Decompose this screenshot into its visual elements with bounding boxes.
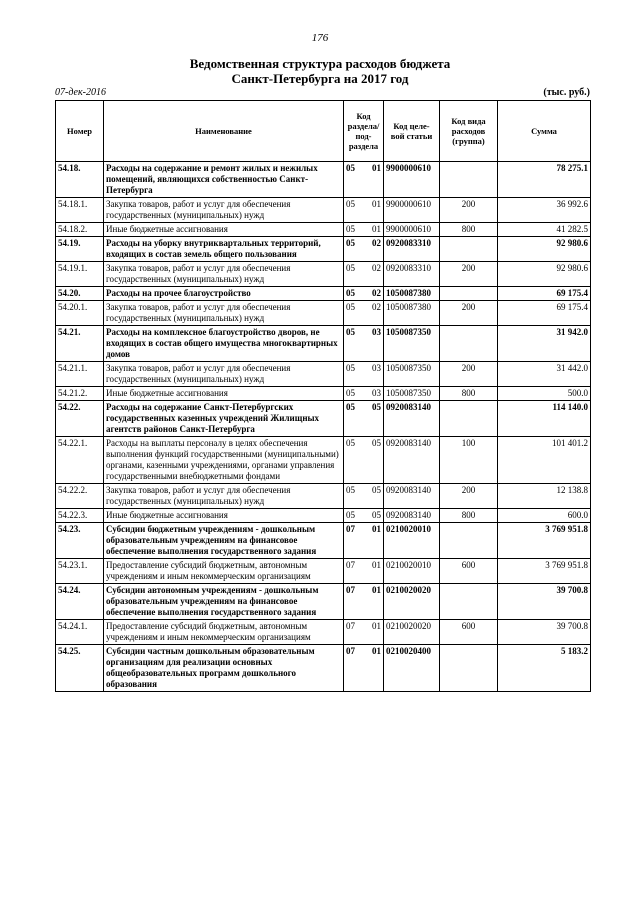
header-sum: Сумма [498, 101, 591, 162]
row-name: Предоставление субсидий бюджетным, автономным учреждениям и иным некоммерческим организациям [104, 620, 344, 645]
row-expense-type: 600 [440, 620, 498, 645]
table-row [56, 326, 591, 362]
header-expense-type: Код вида расходов (группа) [440, 101, 498, 162]
table-row [56, 387, 591, 401]
row-name: Закупка товаров, работ и услуг для обеспечения государственных (муниципальных) нужд [104, 484, 344, 509]
row-expense-type: 200 [440, 198, 498, 223]
table-row [56, 584, 591, 620]
row-target-code: 1050087380 [384, 301, 440, 326]
budget-table [55, 100, 591, 692]
row-sum: 101 401.2 [498, 437, 591, 484]
row-name: Предоставление субсидий бюджетным, автономным учреждениям и иным некоммерческим организациям [104, 559, 344, 584]
row-sum: 39 700.8 [498, 620, 591, 645]
header-number: Номер [56, 101, 104, 162]
table-row [56, 237, 591, 262]
row-subsection-code: 01 [364, 559, 384, 584]
table-row [56, 509, 591, 523]
row-number: 54.22.2. [56, 484, 104, 509]
row-subsection-code: 01 [364, 620, 384, 645]
row-section-code: 07 [344, 620, 364, 645]
row-section-code: 07 [344, 559, 364, 584]
row-expense-type [440, 326, 498, 362]
row-subsection-code: 01 [364, 584, 384, 620]
table-row [56, 620, 591, 645]
row-section-code: 05 [344, 223, 364, 237]
header-target-code: Код целе- вой статьи [384, 101, 440, 162]
row-expense-type [440, 287, 498, 301]
row-expense-type [440, 162, 498, 198]
row-target-code: 0210020010 [384, 559, 440, 584]
page-number: 176 [311, 32, 329, 44]
row-target-code: 0210020010 [384, 523, 440, 559]
table-row [56, 645, 591, 692]
document-title [0, 56, 640, 86]
row-sum: 69 175.4 [498, 287, 591, 301]
table-row [56, 162, 591, 198]
table-row [56, 223, 591, 237]
row-section-code: 05 [344, 387, 364, 401]
row-sum: 600.0 [498, 509, 591, 523]
table-row [56, 401, 591, 437]
table-row [56, 559, 591, 584]
row-number: 54.24. [56, 584, 104, 620]
row-number: 54.21.1. [56, 362, 104, 387]
row-expense-type: 200 [440, 362, 498, 387]
row-sum: 92 980.6 [498, 262, 591, 287]
row-name: Субсидии частным дошкольным образовательным организациям для реализации основных общеобразовательных программ дошкольного образования [104, 645, 344, 692]
table-row [56, 362, 591, 387]
row-name: Иные бюджетные ассигнования [104, 223, 344, 237]
row-number: 54.23. [56, 523, 104, 559]
row-number: 54.20. [56, 287, 104, 301]
row-expense-type [440, 645, 498, 692]
row-subsection-code: 02 [364, 301, 384, 326]
row-sum: 114 140.0 [498, 401, 591, 437]
row-subsection-code: 02 [364, 287, 384, 301]
document-date: 07-дек-2016 [55, 87, 106, 98]
row-target-code: 0920083140 [384, 509, 440, 523]
header-section-code: Код раздела/ под- раздела [344, 101, 384, 162]
units-label: (тыс. руб.) [543, 87, 590, 98]
row-number: 54.19.1. [56, 262, 104, 287]
row-target-code: 0210020020 [384, 620, 440, 645]
row-name: Расходы на содержание Санкт-Петербургских государственных казенных учреждений Жилищных агентств районов Санкт-Петербурга [104, 401, 344, 437]
row-name: Иные бюджетные ассигнования [104, 509, 344, 523]
row-name: Расходы на прочее благоустройство [104, 287, 344, 301]
row-section-code: 05 [344, 287, 364, 301]
row-subsection-code: 01 [364, 645, 384, 692]
row-subsection-code: 01 [364, 223, 384, 237]
row-section-code: 05 [344, 198, 364, 223]
row-expense-type [440, 584, 498, 620]
row-section-code: 05 [344, 362, 364, 387]
row-subsection-code: 03 [364, 362, 384, 387]
row-target-code: 1050087350 [384, 326, 440, 362]
row-name: Иные бюджетные ассигнования [104, 387, 344, 401]
row-number: 54.18.2. [56, 223, 104, 237]
row-number: 54.18.1. [56, 198, 104, 223]
row-name: Расходы на комплексное благоустройство дворов, не входящих в состав общего имущества многоквартирных домов [104, 326, 344, 362]
row-name: Закупка товаров, работ и услуг для обеспечения государственных (муниципальных) нужд [104, 262, 344, 287]
row-expense-type [440, 237, 498, 262]
row-subsection-code: 01 [364, 162, 384, 198]
row-sum: 12 138.8 [498, 484, 591, 509]
row-number: 54.21. [56, 326, 104, 362]
row-expense-type: 200 [440, 484, 498, 509]
row-name: Закупка товаров, работ и услуг для обеспечения государственных (муниципальных) нужд [104, 362, 344, 387]
row-expense-type [440, 401, 498, 437]
row-expense-type: 800 [440, 387, 498, 401]
table-row [56, 523, 591, 559]
table-row [56, 484, 591, 509]
row-target-code: 9900000610 [384, 198, 440, 223]
row-name: Расходы на содержание и ремонт жилых и нежилых помещений, являющихся собственностью Санкт-Петербурга [104, 162, 344, 198]
row-subsection-code: 02 [364, 237, 384, 262]
row-target-code: 0920083310 [384, 262, 440, 287]
row-section-code: 05 [344, 301, 364, 326]
row-number: 54.25. [56, 645, 104, 692]
row-section-code: 05 [344, 262, 364, 287]
row-number: 54.21.2. [56, 387, 104, 401]
row-target-code: 9900000610 [384, 162, 440, 198]
row-section-code: 05 [344, 237, 364, 262]
row-number: 54.23.1. [56, 559, 104, 584]
row-subsection-code: 05 [364, 509, 384, 523]
row-number: 54.22.3. [56, 509, 104, 523]
title-line-2: Санкт-Петербурга на 2017 год [231, 71, 409, 86]
header-name: Наименование [104, 101, 344, 162]
row-number: 54.18. [56, 162, 104, 198]
row-section-code: 05 [344, 326, 364, 362]
row-target-code: 1050087380 [384, 287, 440, 301]
row-expense-type: 200 [440, 301, 498, 326]
row-name: Субсидии автономным учреждениям - дошкольным образовательным учреждениям на финансовое обеспечение выполнения государственного задания [104, 584, 344, 620]
row-sum: 3 769 951.8 [498, 523, 591, 559]
row-sum: 36 992.6 [498, 198, 591, 223]
row-sum: 31 942.0 [498, 326, 591, 362]
row-target-code: 0920083140 [384, 484, 440, 509]
row-number: 54.20.1. [56, 301, 104, 326]
row-sum: 41 282.5 [498, 223, 591, 237]
title-line-1: Ведомственная структура расходов бюджета [189, 56, 451, 71]
row-target-code: 9900000610 [384, 223, 440, 237]
row-target-code: 1050087350 [384, 387, 440, 401]
row-name: Расходы на выплаты персоналу в целях обеспечения выполнения функций государственными (муниципальными) органами, казенными учреждениями, органами управления государственными внебюджетными фондами [104, 437, 344, 484]
row-subsection-code: 05 [364, 484, 384, 509]
row-sum: 5 183.2 [498, 645, 591, 692]
row-number: 54.22.1. [56, 437, 104, 484]
row-name: Закупка товаров, работ и услуг для обеспечения государственных (муниципальных) нужд [104, 198, 344, 223]
row-name: Субсидии бюджетным учреждениям - дошкольным образовательным учреждениям на финансовое обеспечение выполнения государственного задания [104, 523, 344, 559]
row-subsection-code: 03 [364, 326, 384, 362]
table-header-row [56, 101, 591, 162]
row-target-code: 0920083140 [384, 401, 440, 437]
row-expense-type: 100 [440, 437, 498, 484]
row-section-code: 05 [344, 509, 364, 523]
row-name: Расходы на уборку внутриквартальных территорий, входящих в состав земель общего пользования [104, 237, 344, 262]
row-target-code: 0920083310 [384, 237, 440, 262]
table-row [56, 262, 591, 287]
row-section-code: 07 [344, 584, 364, 620]
row-sum: 92 980.6 [498, 237, 591, 262]
row-expense-type: 600 [440, 559, 498, 584]
row-sum: 500.0 [498, 387, 591, 401]
row-number: 54.22. [56, 401, 104, 437]
row-subsection-code: 05 [364, 437, 384, 484]
row-section-code: 05 [344, 401, 364, 437]
row-expense-type: 800 [440, 223, 498, 237]
row-target-code: 0920083140 [384, 437, 440, 484]
row-target-code: 0210020400 [384, 645, 440, 692]
table-row [56, 301, 591, 326]
row-target-code: 0210020020 [384, 584, 440, 620]
row-number: 54.19. [56, 237, 104, 262]
row-expense-type: 800 [440, 509, 498, 523]
row-subsection-code: 05 [364, 401, 384, 437]
row-number: 54.24.1. [56, 620, 104, 645]
table-row [56, 287, 591, 301]
table-row [56, 198, 591, 223]
row-section-code: 05 [344, 162, 364, 198]
row-section-code: 05 [344, 484, 364, 509]
row-sum: 3 769 951.8 [498, 559, 591, 584]
row-target-code: 1050087350 [384, 362, 440, 387]
row-expense-type [440, 523, 498, 559]
row-name: Закупка товаров, работ и услуг для обеспечения государственных (муниципальных) нужд [104, 301, 344, 326]
row-sum: 39 700.8 [498, 584, 591, 620]
table-row [56, 437, 591, 484]
row-expense-type: 200 [440, 262, 498, 287]
row-sum: 31 442.0 [498, 362, 591, 387]
row-section-code: 05 [344, 437, 364, 484]
row-sum: 78 275.1 [498, 162, 591, 198]
row-sum: 69 175.4 [498, 301, 591, 326]
table-body [56, 162, 591, 692]
row-subsection-code: 03 [364, 387, 384, 401]
row-subsection-code: 01 [364, 523, 384, 559]
row-section-code: 07 [344, 523, 364, 559]
row-section-code: 07 [344, 645, 364, 692]
row-subsection-code: 01 [364, 198, 384, 223]
row-subsection-code: 02 [364, 262, 384, 287]
